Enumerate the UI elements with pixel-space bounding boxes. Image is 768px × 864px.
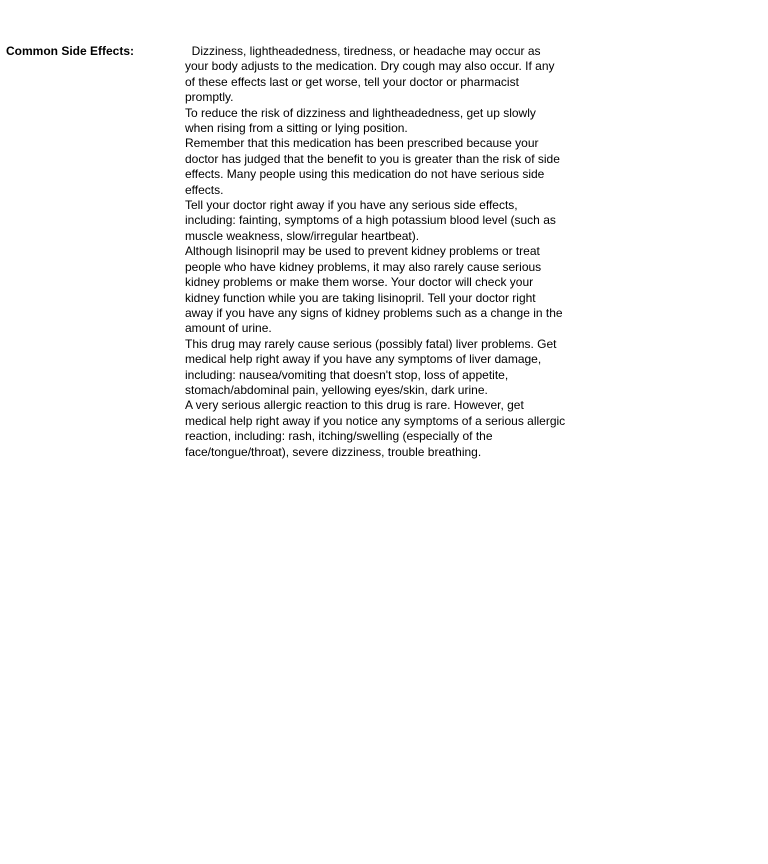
paragraph-common-effects (185, 44, 615, 106)
text-line: including: nausea/vomiting that doesn't stop, loss of appetite, (185, 367, 509, 382)
text-line: promptly. (185, 90, 234, 105)
text-line: effects. Many people using this medication do not have serious side (185, 167, 545, 182)
text-line: stomach/abdominal pain, yellowing eyes/skin, dark urine. (185, 382, 488, 397)
text-line: Remember that this medication has been prescribed because your (185, 136, 539, 151)
text-line: your body adjusts to the medication. Dry cough may also occur. If any (185, 59, 555, 74)
text-line: This drug may rarely cause serious (possibly fatal) liver problems. Get (185, 336, 557, 351)
paragraph-kidney-problems (185, 244, 615, 336)
paragraph-allergic-reaction (185, 398, 615, 460)
text-line: Although lisinopril may be used to prevent kidney problems or treat (185, 244, 540, 259)
text-line: medical help right away if you have any symptoms of liver damage, (185, 352, 542, 367)
side-effects-text (185, 44, 615, 460)
text-line: kidney function while you are taking lisinopril. Tell your doctor right (185, 290, 536, 305)
text-line: effects. (185, 182, 224, 197)
text-line: face/tongue/throat), severe dizziness, trouble breathing. (185, 444, 482, 459)
text-line: Tell your doctor right away if you have any serious side effects, (185, 198, 518, 213)
section-label: Common Side Effects: (6, 44, 135, 58)
text-line: To reduce the risk of dizziness and lightheadedness, get up slowly (185, 105, 536, 120)
text-line: away if you have any signs of kidney problems such as a change in the (185, 305, 563, 320)
text-line: people who have kidney problems, it may also rarely cause serious (185, 259, 542, 274)
text-line: kidney problems or make them worse. Your doctor will check your (185, 275, 534, 290)
text-line: when rising from a sitting or lying position. (185, 121, 408, 136)
text-line: reaction, including: rash, itching/swelling (especially of the (185, 429, 493, 444)
paragraph-serious-effects (185, 198, 615, 244)
paragraph-benefit-note (185, 136, 615, 198)
text-line: including: fainting, symptoms of a high potassium blood level (such as (185, 213, 556, 228)
text-line: doctor has judged that the benefit to you is greater than the risk of side (185, 151, 560, 166)
text-line: amount of urine. (185, 321, 272, 336)
text-line: of these effects last or get worse, tell your doctor or pharmacist (185, 74, 519, 89)
text-line: muscle weakness, slow/irregular heartbeat). (185, 228, 420, 243)
paragraph-liver-problems (185, 337, 615, 399)
text-line: Dizziness, lightheadedness, tiredness, or headache may occur as (185, 44, 541, 58)
text-line: A very serious allergic reaction to this drug is rare. However, get (185, 398, 524, 413)
text-line: medical help right away if you notice any symptoms of a serious allergic (185, 413, 566, 428)
paragraph-dizziness-advice (185, 106, 615, 137)
